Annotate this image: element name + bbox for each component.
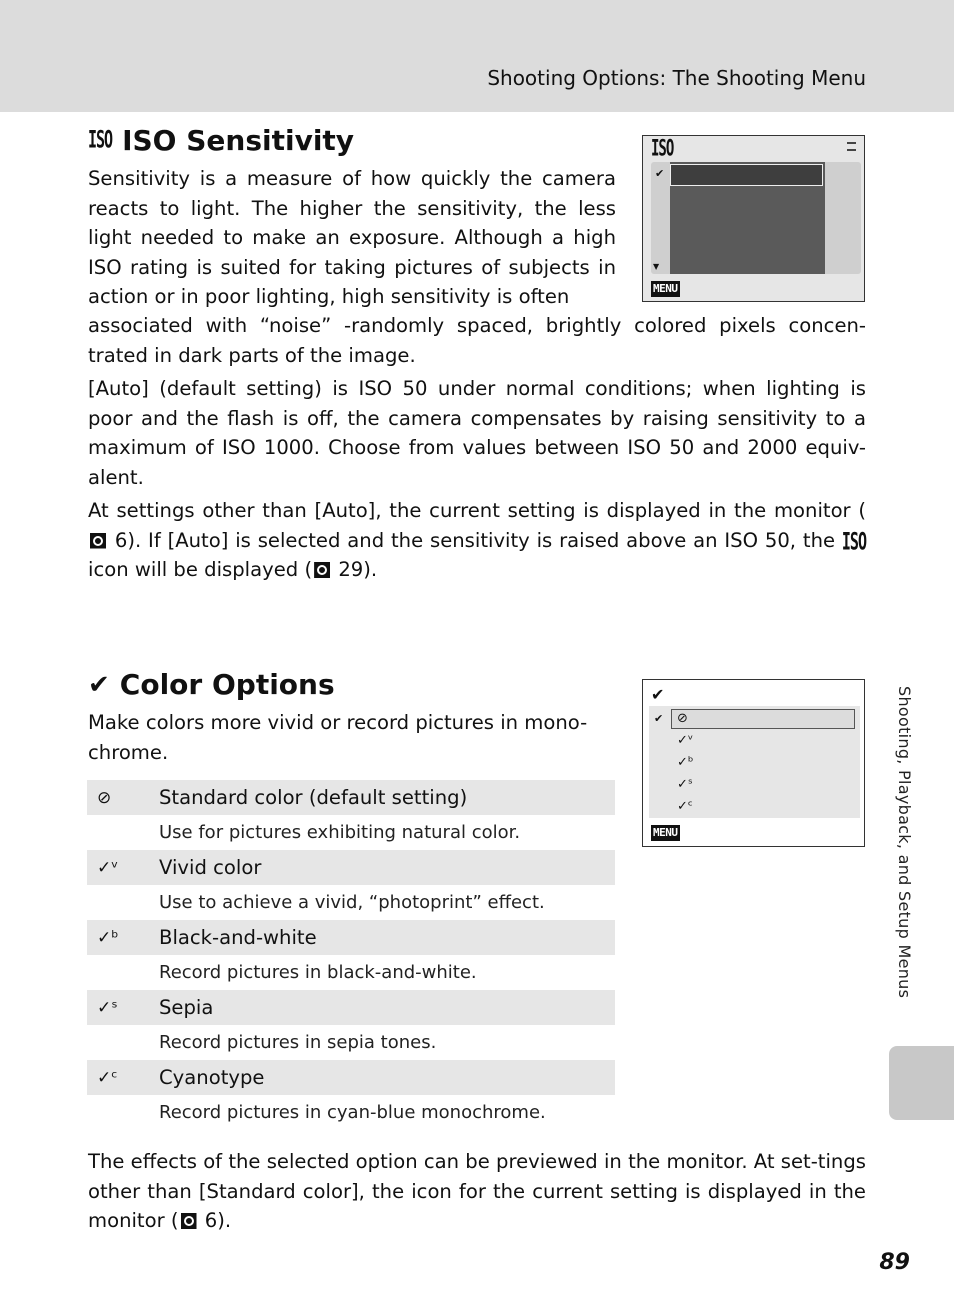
page-ref-icon (181, 1213, 197, 1229)
scroll-down-icon: ▼ (653, 262, 660, 271)
side-tab (889, 1046, 954, 1120)
option-description: Record pictures in sepia tones. (159, 1032, 437, 1053)
vivid-color-icon: ✓ᵛ (97, 857, 119, 878)
option-description: Use to achieve a vivid, “photoprint” effect. (159, 892, 545, 913)
option-label: Cyanotype (159, 1066, 265, 1089)
vivid-color-icon: ✓ᵛ (677, 733, 694, 748)
screen-selection-bar (670, 164, 823, 186)
option-description: Use for pictures exhibiting natural color. (159, 822, 521, 843)
option-label: Vivid color (159, 856, 262, 879)
header-band (0, 0, 954, 112)
color-options-icon: ✔ (651, 685, 665, 704)
iso-paragraph-1: Sensitivity is a measure of how quickly the camera reacts to light. The higher the sensitivity, the less light needed to make an exposure. Although a high ISO rating is suited for taking pictures of subjects in action or in poor lighting, high sensitivity is often (88, 167, 616, 308)
page-ref-icon (314, 562, 330, 578)
screen-selection-bar (671, 709, 855, 729)
menu-icon: MENU (653, 282, 678, 295)
iso-icon: ISO (841, 526, 866, 556)
iso-paragraph-2: [Auto] (default setting) is ISO 50 under normal conditions; when lighting is poor and the flash is off, the camera compensates by raising sensitivity to a maximum of ISO 1000. Choose from values between ISO 50 and 2000 equiv-alent. (88, 377, 866, 489)
page-ref-icon (90, 533, 106, 549)
color-intro: Make colors more vivid or record pictures in mono-chrome. (88, 711, 588, 764)
color-title-text: Color Options (119, 668, 335, 701)
option-label: Standard color (default setting) (159, 786, 468, 809)
sepia-icon: ✓ˢ (97, 997, 118, 1018)
color-section-title (88, 668, 335, 701)
standard-color-icon: ⊘ (677, 711, 688, 726)
option-row-sepia (87, 990, 615, 1025)
iso-paragraph-3: At settings other than [Auto], the current setting is displayed in the monitor ( 6). If [Auto] is selected and the sensitivity is raised above an ISO 50, the ISO icon will be displayed ( 29). (88, 499, 866, 581)
color-outro: The effects of the selected option can be previewed in the monitor. At set-tings other than [Standard color], the icon for the current setting is displayed in the monitor ( 6). (88, 1150, 866, 1232)
iso-menu-screen (642, 135, 865, 302)
color-options-table (87, 780, 615, 1130)
page-number: 89 (879, 1250, 910, 1275)
option-row-cyanotype (87, 1060, 615, 1095)
option-row-standard (87, 780, 615, 815)
iso-icon: ISO (651, 136, 674, 162)
sepia-icon: ✓ˢ (677, 777, 693, 792)
option-label: Black-and-white (159, 926, 317, 949)
option-description: Record pictures in black-and-white. (159, 962, 477, 983)
option-description: Record pictures in cyan-blue monochrome. (159, 1102, 546, 1123)
running-header: Shooting Options: The Shooting Menu (487, 66, 866, 90)
cyanotype-icon: ✓ᶜ (97, 1067, 118, 1088)
black-and-white-icon: ✓ᵇ (677, 755, 694, 770)
check-icon: ✔ (654, 712, 664, 725)
standard-color-icon: ⊘ (97, 787, 112, 808)
menu-corner-icon (847, 142, 856, 151)
iso-paragraph-1-cont: associated with “noise” -randomly spaced, brightly colored pixels concen-trated in dark parts of the image. (88, 314, 866, 367)
iso-icon: ISO (88, 125, 113, 155)
side-section-label: Shooting, Playback, and Setup Menus (895, 686, 914, 999)
menu-icon: MENU (653, 826, 678, 839)
option-row-vivid (87, 850, 615, 885)
iso-title-text: ISO Sensitivity (122, 124, 355, 157)
option-label: Sepia (159, 996, 214, 1019)
black-and-white-icon: ✓ᵇ (97, 927, 119, 948)
iso-section-title (88, 124, 354, 157)
check-icon: ✔ (655, 167, 665, 180)
option-row-bw (87, 920, 615, 955)
color-options-icon: ✔ (88, 669, 110, 700)
cyanotype-icon: ✓ᶜ (677, 799, 693, 814)
color-menu-screen (642, 679, 865, 847)
